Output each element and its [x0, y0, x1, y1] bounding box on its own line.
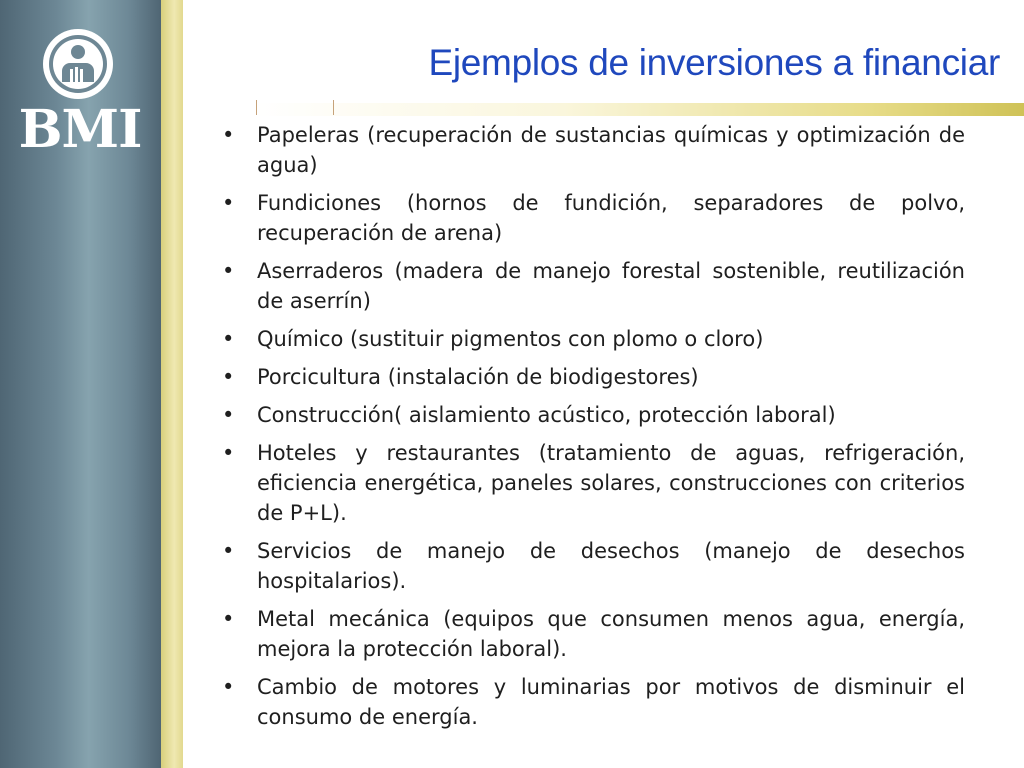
bullet-list: [222, 120, 965, 740]
person-circle-icon: [41, 27, 115, 101]
bullet-icon: •: [222, 607, 235, 631]
list-item: [222, 604, 965, 664]
list-item-text: Hoteles y restaurantes (tratamiento de aguas, refrigeración, eficiencia energética, paneles solares, construcciones con criterios de P+L).: [257, 441, 965, 525]
bullet-icon: •: [222, 191, 235, 215]
list-item: [222, 188, 965, 248]
accent-stripe: [161, 0, 183, 768]
page-title: Ejemplos de inversiones a financiar: [428, 42, 1000, 83]
list-item: [222, 536, 965, 596]
list-item-text: Aserraderos (madera de manejo forestal sostenible, reutilización de aserrín): [257, 259, 965, 313]
list-item-text: Papeleras (recuperación de sustancias químicas y optimización de agua): [257, 123, 965, 177]
bullet-icon: •: [222, 365, 235, 389]
list-item: [222, 438, 965, 528]
bullet-icon: •: [222, 123, 235, 147]
brand-logo-text: BMI: [18, 99, 142, 160]
list-item-text: Servicios de manejo de desechos (manejo de desechos hospitalarios).: [257, 539, 965, 593]
sidebar-panel: [0, 0, 161, 768]
list-item-text: Metal mecánica (equipos que consumen menos agua, energía, mejora la protección laboral).: [257, 607, 965, 661]
list-item-text: Químico (sustituir pigmentos con plomo o cloro): [257, 327, 764, 351]
list-item: [222, 672, 965, 732]
bullet-icon: •: [222, 403, 235, 427]
list-item-text: Fundiciones (hornos de fundición, separadores de polvo, recuperación de arena): [257, 191, 965, 245]
title-rule-tick: [333, 100, 334, 115]
list-item: [222, 120, 965, 180]
list-item-text: Cambio de motores y luminarias por motivos de disminuir el consumo de energía.: [257, 675, 965, 729]
bullet-icon: •: [222, 675, 235, 699]
bullet-icon: •: [222, 259, 235, 283]
list-item: [222, 324, 965, 354]
list-item: [222, 256, 965, 316]
bullet-icon: •: [222, 327, 235, 351]
list-item-text: Construcción( aislamiento acústico, protección laboral): [257, 403, 836, 427]
bullet-icon: •: [222, 539, 235, 563]
title-underline: [256, 103, 1024, 116]
title-rule-tick: [256, 100, 257, 115]
list-item-text: Porcicultura (instalación de biodigestores): [257, 365, 699, 389]
list-item: [222, 362, 965, 392]
list-item: [222, 400, 965, 430]
bullet-icon: •: [222, 441, 235, 465]
